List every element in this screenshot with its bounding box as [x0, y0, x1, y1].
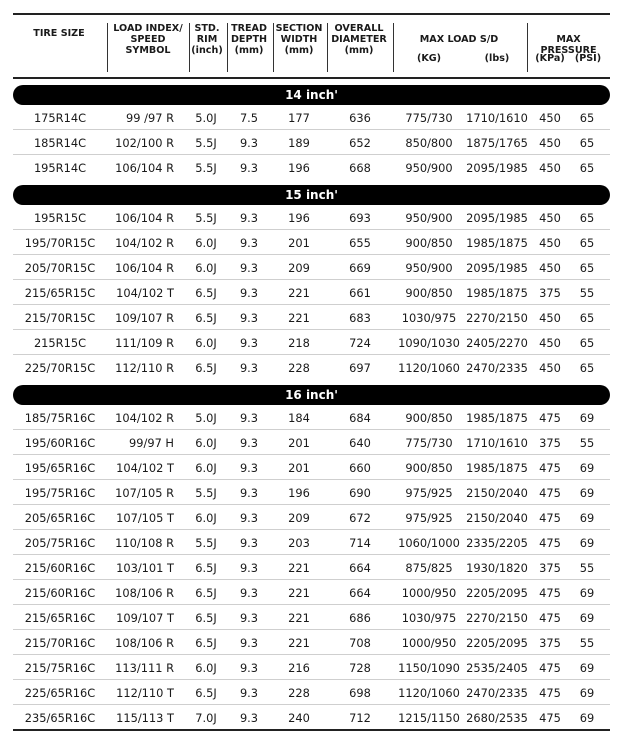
cell-tread: 9.3: [239, 461, 259, 475]
cell-rim: 6.0J: [195, 661, 217, 675]
table-row: [13, 205, 610, 230]
cell-lbs: 1710/1610: [466, 111, 528, 125]
cell-section: 201: [288, 236, 310, 250]
cell-section: 201: [288, 436, 310, 450]
cell-diameter: 714: [349, 536, 371, 550]
cell-kpa: 450: [539, 211, 561, 225]
table-row: [13, 155, 610, 179]
cell-lbs: 1875/1765: [466, 136, 528, 150]
cell-size: 215/60R16C: [24, 586, 96, 600]
cell-kpa: 450: [539, 136, 561, 150]
cell-load: 112/110 R: [115, 361, 174, 375]
cell-load: 104/102 T: [116, 286, 174, 300]
cell-kpa: 375: [539, 561, 561, 575]
cell-kpa: 375: [539, 436, 561, 450]
cell-size: 195/70R15C: [24, 236, 96, 250]
section-rows: [13, 105, 610, 179]
cell-kg: 1030/975: [401, 611, 457, 625]
cell-tread: 9.3: [239, 161, 259, 175]
cell-psi: 65: [579, 361, 595, 375]
cell-section: 196: [288, 211, 310, 225]
cell-kpa: 450: [539, 261, 561, 275]
cell-psi: 55: [579, 286, 595, 300]
cell-kg: 1000/950: [401, 636, 457, 650]
cell-size: 175R14C: [33, 111, 87, 125]
table-row: [13, 705, 610, 729]
cell-tread: 9.3: [239, 711, 259, 725]
cell-rim: 5.5J: [195, 486, 217, 500]
cell-kg: 775/730: [405, 436, 453, 450]
cell-tread: 9.3: [239, 211, 259, 225]
cell-section: 196: [288, 486, 310, 500]
table-row: [13, 105, 610, 130]
cell-diameter: 686: [349, 611, 371, 625]
cell-tread: 7.5: [239, 111, 259, 125]
cell-psi: 69: [579, 486, 595, 500]
cell-psi: 65: [579, 311, 595, 325]
cell-lbs: 2335/2205: [466, 536, 528, 550]
cell-size: 185/75R16C: [24, 411, 96, 425]
cell-lbs: 1985/1875: [466, 461, 528, 475]
cell-psi: 69: [579, 536, 595, 550]
cell-kg: 1215/1150: [398, 711, 460, 725]
table-row: [13, 280, 610, 305]
cell-size: 215/70R16C: [24, 636, 96, 650]
table-row: [13, 455, 610, 480]
cell-rim: 6.5J: [195, 311, 217, 325]
cell-kpa: 475: [539, 461, 561, 475]
cell-load: 106/104 R: [115, 211, 174, 225]
cell-lbs: 2095/1985: [466, 161, 528, 175]
table-row: [13, 355, 610, 379]
cell-lbs: 1985/1875: [466, 236, 528, 250]
cell-size: 195/75R16C: [24, 486, 96, 500]
cell-size: 215/75R16C: [24, 661, 96, 675]
cell-rim: 6.5J: [195, 686, 217, 700]
cell-lbs: 1710/1610: [466, 436, 528, 450]
table-body: [13, 85, 610, 729]
cell-section: 221: [288, 586, 310, 600]
header-rim: STD. RIM (inch): [191, 23, 223, 56]
cell-rim: 6.5J: [195, 586, 217, 600]
cell-tread: 9.3: [239, 586, 259, 600]
cell-kpa: 475: [539, 611, 561, 625]
cell-kpa: 475: [539, 586, 561, 600]
header-max-pressure: MAX PRESSURE: [540, 34, 597, 56]
cell-tread: 9.3: [239, 261, 259, 275]
table-row: [13, 480, 610, 505]
table-row: [13, 605, 610, 630]
cell-lbs: 2535/2405: [466, 661, 528, 675]
cell-diameter: 655: [349, 236, 371, 250]
cell-kpa: 450: [539, 236, 561, 250]
cell-tread: 9.3: [239, 411, 259, 425]
cell-psi: 65: [579, 211, 595, 225]
cell-section: 189: [288, 136, 310, 150]
cell-diameter: 652: [349, 136, 371, 150]
cell-load: 110/108 R: [115, 536, 174, 550]
cell-section: 218: [288, 336, 310, 350]
cell-rim: 6.0J: [195, 461, 217, 475]
cell-diameter: 664: [349, 561, 371, 575]
table-row: [13, 255, 610, 280]
cell-lbs: 2150/2040: [466, 486, 528, 500]
cell-section: 221: [288, 636, 310, 650]
cell-lbs: 2270/2150: [466, 311, 528, 325]
cell-tread: 9.3: [239, 236, 259, 250]
cell-section: 221: [288, 561, 310, 575]
cell-diameter: 636: [349, 111, 371, 125]
cell-kg: 1150/1090: [398, 661, 460, 675]
cell-kpa: 375: [539, 636, 561, 650]
section-band: [13, 385, 610, 405]
cell-psi: 69: [579, 511, 595, 525]
cell-kg: 1090/1030: [398, 336, 460, 350]
cell-lbs: 1985/1875: [466, 286, 528, 300]
cell-load: 104/102 R: [115, 411, 174, 425]
cell-psi: 55: [579, 636, 595, 650]
cell-section: 221: [288, 611, 310, 625]
cell-section: 228: [288, 686, 310, 700]
cell-lbs: 2095/1985: [466, 261, 528, 275]
cell-diameter: 640: [349, 436, 371, 450]
cell-diameter: 712: [349, 711, 371, 725]
cell-section: 228: [288, 361, 310, 375]
cell-rim: 6.5J: [195, 611, 217, 625]
cell-psi: 65: [579, 161, 595, 175]
table-row: [13, 530, 610, 555]
cell-tread: 9.3: [239, 611, 259, 625]
cell-lbs: 1930/1820: [466, 561, 528, 575]
cell-lbs: 2270/2150: [466, 611, 528, 625]
cell-load: 103/101 T: [116, 561, 174, 575]
cell-psi: 55: [579, 561, 595, 575]
cell-section: 216: [288, 661, 310, 675]
cell-psi: 69: [579, 661, 595, 675]
cell-kg: 1060/1000: [398, 536, 460, 550]
cell-kpa: 475: [539, 486, 561, 500]
cell-kg: 1120/1060: [398, 361, 460, 375]
cell-diameter: 684: [349, 411, 371, 425]
header-load-index: LOAD INDEX/ SPEED SYMBOL: [113, 23, 183, 56]
cell-kg: 850/800: [405, 136, 453, 150]
cell-load: 104/102 T: [116, 461, 174, 475]
cell-section: 196: [288, 161, 310, 175]
cell-size: 195R15C: [33, 211, 87, 225]
cell-kpa: 475: [539, 661, 561, 675]
header-psi: (PSI): [574, 53, 602, 64]
cell-rim: 6.0J: [195, 236, 217, 250]
table-row: [13, 655, 610, 680]
cell-psi: 65: [579, 336, 595, 350]
cell-section: 209: [288, 511, 310, 525]
cell-lbs: 2205/2095: [466, 586, 528, 600]
cell-psi: 69: [579, 711, 595, 725]
cell-size: 215/60R16C: [24, 561, 96, 575]
cell-size: 235/65R16C: [24, 711, 96, 725]
cell-diameter: 728: [349, 661, 371, 675]
cell-diameter: 668: [349, 161, 371, 175]
cell-psi: 69: [579, 586, 595, 600]
cell-diameter: 672: [349, 511, 371, 525]
cell-kg: 950/900: [405, 261, 453, 275]
cell-psi: 65: [579, 261, 595, 275]
cell-kg: 900/850: [405, 286, 453, 300]
cell-diameter: 697: [349, 361, 371, 375]
cell-load: 107/105 R: [115, 486, 174, 500]
cell-kpa: 375: [539, 286, 561, 300]
cell-tread: 9.3: [239, 436, 259, 450]
cell-load: 108/106 R: [115, 636, 174, 650]
cell-tread: 9.3: [239, 636, 259, 650]
cell-load: 109/107 R: [115, 311, 174, 325]
cell-size: 215R15C: [33, 336, 87, 350]
cell-section: 221: [288, 286, 310, 300]
section-rows: [13, 205, 610, 379]
cell-kg: 1030/975: [401, 311, 457, 325]
cell-kg: 900/850: [405, 411, 453, 425]
cell-kpa: 475: [539, 411, 561, 425]
table-header: [13, 13, 610, 79]
cell-lbs: 2150/2040: [466, 511, 528, 525]
cell-tread: 9.3: [239, 536, 259, 550]
cell-rim: 6.5J: [195, 361, 217, 375]
header-lbs: (lbs): [484, 53, 510, 64]
cell-rim: 7.0J: [195, 711, 217, 725]
cell-size: 215/65R16C: [24, 611, 96, 625]
header-section-width: SECTION WIDTH (mm): [275, 23, 323, 56]
table-row: [13, 555, 610, 580]
cell-rim: 6.0J: [195, 436, 217, 450]
table-row: [13, 430, 610, 455]
table-row: [13, 330, 610, 355]
cell-rim: 5.5J: [195, 136, 217, 150]
cell-load: 99 /97 R: [126, 111, 174, 125]
cell-diameter: 664: [349, 586, 371, 600]
cell-load: 111/109 R: [115, 336, 174, 350]
cell-size: 225/65R16C: [24, 686, 96, 700]
table-row: [13, 305, 610, 330]
cell-diameter: 724: [349, 336, 371, 350]
header-tread: TREAD DEPTH (mm): [230, 23, 268, 56]
table-row: [13, 505, 610, 530]
cell-size: 195/65R16C: [24, 461, 96, 475]
header-overall-diameter: OVERALL DIAMETER (mm): [331, 23, 387, 56]
table-row: [13, 680, 610, 705]
cell-section: 201: [288, 461, 310, 475]
cell-psi: 69: [579, 611, 595, 625]
cell-psi: 65: [579, 136, 595, 150]
cell-diameter: 708: [349, 636, 371, 650]
table-row: [13, 130, 610, 155]
cell-lbs: 2470/2335: [466, 361, 528, 375]
header-tire-size: TIRE SIZE: [33, 28, 85, 39]
cell-load: 113/111 R: [115, 661, 174, 675]
cell-lbs: 1985/1875: [466, 411, 528, 425]
cell-load: 115/113 T: [116, 711, 174, 725]
cell-lbs: 2680/2535: [466, 711, 528, 725]
cell-kg: 875/825: [405, 561, 453, 575]
cell-section: 184: [288, 411, 310, 425]
cell-rim: 5.5J: [195, 211, 217, 225]
cell-psi: 69: [579, 686, 595, 700]
cell-size: 215/70R15C: [24, 311, 96, 325]
cell-section: 240: [288, 711, 310, 725]
cell-section: 221: [288, 311, 310, 325]
cell-diameter: 690: [349, 486, 371, 500]
cell-lbs: 2095/1985: [466, 211, 528, 225]
cell-tread: 9.3: [239, 511, 259, 525]
section-rows: [13, 405, 610, 729]
cell-tread: 9.3: [239, 686, 259, 700]
section-band: [13, 185, 610, 205]
cell-rim: 6.5J: [195, 636, 217, 650]
cell-kg: 1120/1060: [398, 686, 460, 700]
header-kpa: (KPa): [535, 53, 565, 64]
section-band: [13, 85, 610, 105]
cell-size: 195/60R16C: [24, 436, 96, 450]
cell-kg: 900/850: [405, 236, 453, 250]
cell-load: 99/97 H: [128, 436, 174, 450]
cell-lbs: 2405/2270: [466, 336, 528, 350]
cell-load: 106/104 R: [115, 261, 174, 275]
cell-kpa: 475: [539, 711, 561, 725]
cell-psi: 69: [579, 411, 595, 425]
cell-rim: 5.0J: [195, 111, 217, 125]
cell-size: 215/65R15C: [24, 286, 96, 300]
cell-kg: 950/900: [405, 211, 453, 225]
header-max-load: MAX LOAD S/D: [419, 34, 499, 45]
cell-tread: 9.3: [239, 486, 259, 500]
cell-size: 205/65R16C: [24, 511, 96, 525]
section-title: 15 inch': [285, 188, 338, 202]
cell-psi: 55: [579, 436, 595, 450]
cell-size: 195R14C: [33, 161, 87, 175]
cell-psi: 69: [579, 461, 595, 475]
cell-load: 104/102 R: [115, 236, 174, 250]
table-row: [13, 580, 610, 605]
cell-rim: 6.5J: [195, 561, 217, 575]
cell-rim: 5.5J: [195, 536, 217, 550]
cell-kpa: 450: [539, 111, 561, 125]
cell-load: 109/107 T: [116, 611, 174, 625]
cell-lbs: 2470/2335: [466, 686, 528, 700]
cell-kpa: 475: [539, 536, 561, 550]
cell-size: 205/75R16C: [24, 536, 96, 550]
cell-section: 209: [288, 261, 310, 275]
cell-tread: 9.3: [239, 286, 259, 300]
cell-load: 107/105 T: [116, 511, 174, 525]
cell-kpa: 475: [539, 686, 561, 700]
cell-rim: 6.0J: [195, 336, 217, 350]
cell-tread: 9.3: [239, 311, 259, 325]
cell-diameter: 683: [349, 311, 371, 325]
table-row: [13, 230, 610, 255]
cell-load: 112/110 T: [116, 686, 174, 700]
cell-rim: 6.0J: [195, 511, 217, 525]
cell-diameter: 660: [349, 461, 371, 475]
cell-diameter: 661: [349, 286, 371, 300]
cell-section: 177: [288, 111, 310, 125]
cell-psi: 65: [579, 111, 595, 125]
table-row: [13, 630, 610, 655]
cell-load: 102/100 R: [115, 136, 174, 150]
cell-kg: 775/730: [405, 111, 453, 125]
cell-section: 203: [288, 536, 310, 550]
table-row: [13, 405, 610, 430]
header-divider: [393, 23, 394, 72]
cell-size: 205/70R15C: [24, 261, 96, 275]
cell-diameter: 698: [349, 686, 371, 700]
cell-load: 108/106 R: [115, 586, 174, 600]
cell-kg: 1000/950: [401, 586, 457, 600]
cell-kg: 950/900: [405, 161, 453, 175]
cell-kg: 975/925: [405, 486, 453, 500]
cell-tread: 9.3: [239, 661, 259, 675]
cell-kpa: 475: [539, 511, 561, 525]
cell-size: 225/70R15C: [24, 361, 96, 375]
cell-kpa: 450: [539, 361, 561, 375]
tire-spec-table: [13, 13, 610, 731]
cell-rim: 5.0J: [195, 411, 217, 425]
cell-diameter: 669: [349, 261, 371, 275]
cell-psi: 65: [579, 236, 595, 250]
section-title: 16 inch': [285, 388, 338, 402]
cell-tread: 9.3: [239, 336, 259, 350]
cell-tread: 9.3: [239, 361, 259, 375]
cell-tread: 9.3: [239, 561, 259, 575]
cell-kpa: 450: [539, 336, 561, 350]
cell-diameter: 693: [349, 211, 371, 225]
cell-tread: 9.3: [239, 136, 259, 150]
cell-kg: 975/925: [405, 511, 453, 525]
cell-rim: 5.5J: [195, 161, 217, 175]
section-title: 14 inch': [285, 88, 338, 102]
cell-kpa: 450: [539, 311, 561, 325]
cell-load: 106/104 R: [115, 161, 174, 175]
cell-size: 185R14C: [33, 136, 87, 150]
cell-rim: 6.5J: [195, 286, 217, 300]
cell-rim: 6.0J: [195, 261, 217, 275]
cell-kpa: 450: [539, 161, 561, 175]
cell-kg: 900/850: [405, 461, 453, 475]
cell-lbs: 2205/2095: [466, 636, 528, 650]
header-kg: (KG): [416, 53, 442, 64]
